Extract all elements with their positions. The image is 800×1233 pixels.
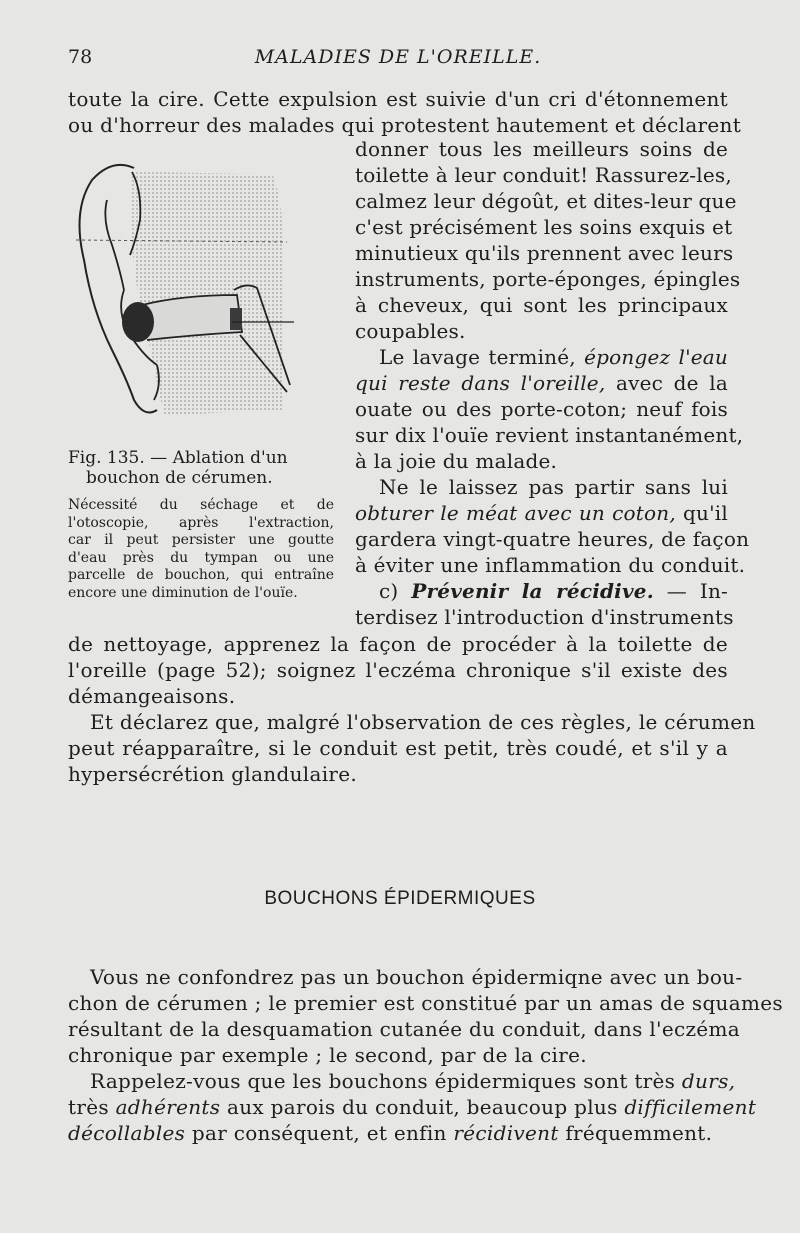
column-line: obturer le méat avec un coton, qu'il: [355, 501, 728, 525]
emphasis: obturer le méat avec un coton,: [355, 501, 676, 525]
paragraph-line: démangeaisons.: [68, 684, 236, 708]
cerumen-plug: [122, 302, 154, 342]
column-line: minutieux qu'ils prennent avec leurs: [355, 241, 734, 265]
page-header: [68, 46, 728, 74]
paragraph-line: chronique par exemple ; le second, par de la cire.: [68, 1043, 587, 1067]
column-line: terdisez l'introduction d'instruments: [355, 605, 734, 629]
column-line: Le lavage terminé, épongez l'eau: [379, 345, 729, 369]
column-line: calmez leur dégoût, et dites-leur que: [355, 189, 737, 213]
column-line: à la joie du malade.: [355, 449, 558, 473]
column-line: à éviter une inflammation du conduit.: [355, 553, 746, 577]
emphasis: durs,: [681, 1069, 736, 1093]
paragraph-line: résultant de la desquamation cutanée du conduit, dans l'eczéma: [68, 1017, 740, 1041]
paragraph-line: Rappelez-vous que les bouchons épidermiques sont très durs,: [90, 1069, 736, 1093]
paragraph-line: toute la cire. Cette expulsion est suivie d'un cri d'étonnement: [68, 87, 728, 111]
column-line: donner tous les meilleurs soins de: [355, 137, 728, 161]
column-line: toilette à leur conduit! Rassurez-les,: [355, 163, 732, 187]
column-line: c) Prévenir la récidive. — In-: [379, 579, 729, 603]
paragraph-line: Vous ne confondrez pas un bouchon épidermiqne avec un bou-: [90, 965, 743, 989]
emphasis: difficilement: [624, 1095, 757, 1119]
emphasis: récidivent: [453, 1121, 559, 1145]
page-number: 78: [68, 46, 93, 68]
column-line: gardera vingt-quatre heures, de façon: [355, 527, 750, 551]
paragraph-line: chon de cérumen ; le premier est constitué par un amas de squames: [68, 991, 783, 1015]
column-line: sur dix l'ouïe revient instantanément,: [355, 423, 744, 447]
paragraph-line: décollables par conséquent, et enfin récidivent fréquemment.: [68, 1121, 713, 1145]
ear-illustration: [72, 160, 342, 445]
column-line: qui reste dans l'oreille, avec de la: [355, 371, 729, 395]
paragraph-line: très adhérents aux parois du conduit, beaucoup plus difficilement: [68, 1095, 757, 1119]
paragraph-line: de nettoyage, apprenez la façon de procéder à la toilette de: [68, 632, 728, 656]
column-line: à cheveux, qui sont les principaux: [355, 293, 728, 317]
figure-legend: Nécessité du séchage et de l'otoscopie, après l'extraction, car il peut persister une goutte d'eau près du tympan ou une parcelle de bouchon, qui entraîne encore une diminution de l'ouïe.: [68, 497, 334, 601]
column-line: Ne le laissez pas partir sans lui: [379, 475, 728, 499]
paragraph-line: hypersécrétion glandulaire.: [68, 762, 358, 786]
emphasis: épongez l'eau: [584, 345, 729, 369]
column-line: instruments, porte-éponges, épingles: [355, 267, 741, 291]
emphasis: décollables: [68, 1121, 186, 1145]
paragraph-line: l'oreille (page 52); soignez l'eczéma chronique s'il existe des: [68, 658, 728, 682]
figure-caption: Fig. 135. — Ablation d'un bouchon de cérumen.: [68, 448, 288, 488]
column-line: coupables.: [355, 319, 466, 343]
column-line: ouate ou des porte-coton; neuf fois: [355, 397, 728, 421]
subheading: Prévenir la récidive.: [411, 579, 654, 603]
paragraph-line: Et déclarez que, malgré l'observation de ces règles, le cérumen: [90, 710, 756, 734]
section-title: BOUCHONS ÉPIDERMIQUES: [264, 888, 536, 909]
column-line: c'est précisément les soins exquis et: [355, 215, 733, 239]
paragraph-line: ou d'horreur des malades qui protestent hautement et déclarent: [68, 113, 742, 137]
paragraph-line: peut réapparaître, si le conduit est petit, très coudé, et s'il y a: [68, 736, 728, 760]
emphasis: adhérents: [115, 1095, 221, 1119]
running-title: MALADIES DE L'OREILLE.: [254, 46, 542, 68]
emphasis: qui reste dans l'oreille,: [355, 371, 606, 395]
